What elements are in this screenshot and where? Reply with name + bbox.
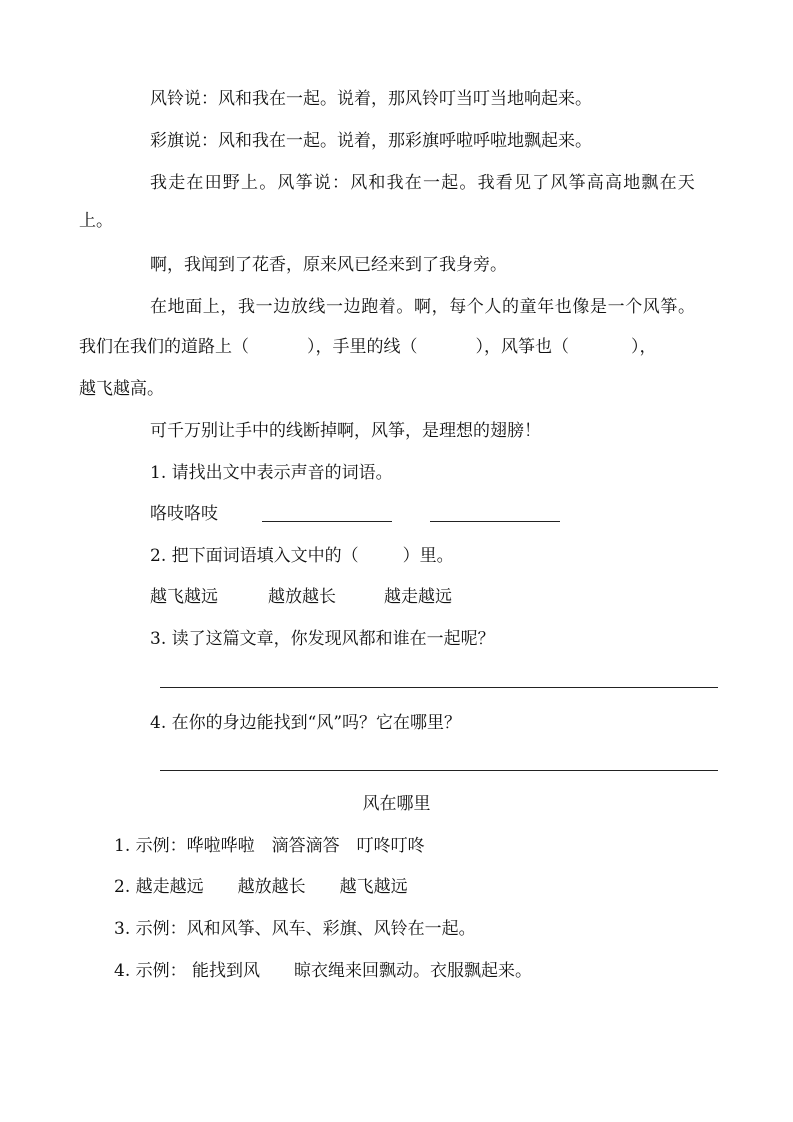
- paragraph-flag: 彩旗说：风和我在一起。说着，那彩旗呼啦呼啦地飘起来。: [150, 131, 592, 151]
- paragraph-flower: 啊，我闻到了花香，原来风已经来到了我身旁。: [150, 255, 507, 275]
- question-2: [150, 545, 454, 567]
- paragraph-running-line2: [79, 336, 657, 358]
- answer-key-title: 风在哪里: [362, 794, 431, 814]
- answer-4: 4. 示例： 能找到风 晾衣绳来回飘动。衣服飘起来。: [114, 961, 533, 981]
- fill-blank-text-4: ），: [631, 337, 657, 357]
- fill-blank-prefix: 我们在我们的道路上（: [79, 337, 249, 357]
- paragraph-kite-line2: 上。: [79, 211, 113, 231]
- answer-3: 3. 示例：风和风筝、风车、彩旗、风铃在一起。: [114, 919, 476, 939]
- question-1: 1. 请找出文中表示声音的词语。: [150, 463, 393, 483]
- paragraph-running-line3: 越飞越高。: [79, 379, 164, 399]
- word-option-1: 越飞越远: [150, 587, 218, 607]
- word-option-2: 越放越长: [268, 587, 336, 607]
- fill-blank-text-3: ），风筝也（: [475, 337, 569, 357]
- paragraph-ending: 可千万别让手中的线断掉啊，风筝，是理想的翅膀！: [150, 421, 541, 441]
- paragraph-running-line1: 在地面上，我一边放线一边跑着。啊，每个人的童年也像是一个风筝。: [150, 297, 696, 317]
- answer-1: 1. 示例：哗啦哗啦 滴答滴答 叮咚叮咚: [114, 836, 425, 856]
- fill-blank-text-2: ），手里的线（: [307, 337, 418, 357]
- question-2-words: [150, 586, 452, 608]
- answer-line-4[interactable]: [160, 770, 718, 771]
- question-2-text-a: 2. 把下面词语填入文中的（: [150, 546, 359, 566]
- answer-line-1b[interactable]: [430, 521, 560, 522]
- question-4: 4. 在你的身边能找到“风”吗？它在哪里？: [150, 713, 462, 733]
- answer-2: 2. 越走越远 越放越长 越飞越远: [114, 877, 408, 897]
- question-2-text-b: ）里。: [402, 546, 454, 566]
- answer-line-3[interactable]: [160, 687, 718, 688]
- question-3: 3. 读了这篇文章，你发现风都和谁在一起呢？: [150, 629, 495, 649]
- word-option-3: 越走越远: [384, 587, 452, 607]
- paragraph-windbell: 风铃说：风和我在一起。说着，那风铃叮当叮当地响起来。: [150, 89, 592, 109]
- answer-line-1a[interactable]: [262, 521, 392, 522]
- paragraph-kite-line1: 我走在田野上。风筝说：风和我在一起。我看见了风筝高高地飘在天: [150, 173, 696, 193]
- question-1-example: 咯吱咯吱: [150, 504, 218, 524]
